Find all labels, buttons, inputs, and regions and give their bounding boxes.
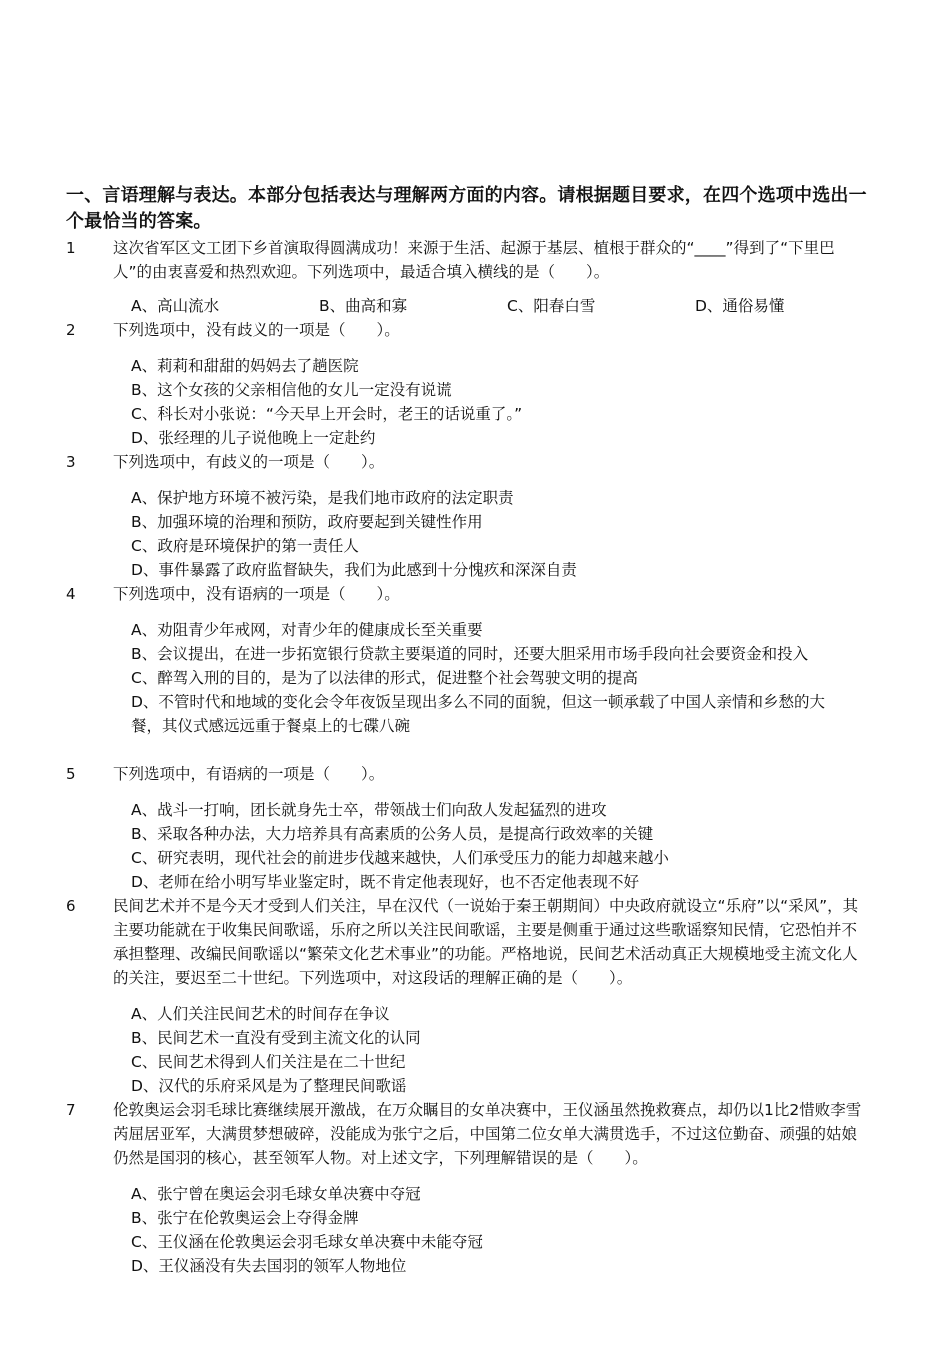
question-number: 5 [66, 765, 76, 783]
question-number: 6 [66, 897, 76, 915]
question-1-options [131, 294, 891, 318]
question-number: 7 [66, 1101, 76, 1119]
option-b: B、采取各种办法，大力培养具有高素质的公务人员，是提高行政效率的关键 [131, 825, 654, 843]
option-b: B、曲高和寡 [319, 297, 408, 315]
option-a: A、劝阻青少年戒网，对青少年的健康成长至关重要 [131, 621, 483, 639]
section-heading: 一、言语理解与表达。本部分包括表达与理解两方面的内容。请根据题目要求，在四个选项中选出一个最恰当的答案。 [66, 185, 867, 232]
question-3-options [131, 486, 851, 582]
option-a: A、保护地方环境不被污染，是我们地市政府的法定职责 [131, 489, 514, 507]
question-2-options [131, 354, 851, 450]
question-number: 1 [66, 239, 76, 257]
option-c: C、民间艺术得到人们关注是在二十世纪 [131, 1053, 406, 1071]
option-d: D、事件暴露了政府监督缺失，我们为此感到十分愧疚和深深自责 [131, 561, 577, 579]
question-text: 下列选项中，有语病的一项是（ ）。 [113, 765, 385, 783]
option-d: D、张经理的儿子说他晚上一定赴约 [131, 429, 376, 447]
question-text: 下列选项中，有歧义的一项是（ ）。 [113, 453, 385, 471]
question-4-options [131, 618, 833, 738]
question-text: 这次省军区文工团下乡首演取得圆满成功！来源于生活、起源于基层、植根于群众的“____”得到了“下里巴人”的由衷喜爱和热烈欢迎。下列选项中，最适合填入横线的是（ ）。 [113, 239, 835, 281]
option-d: D、王仪涵没有失去国羽的领军人物地位 [131, 1257, 407, 1275]
option-a: A、莉莉和甜甜的妈妈去了趟医院 [131, 357, 359, 375]
option-c: C、科长对小张说：“今天早上开会时，老王的话说重了。” [131, 405, 523, 423]
option-b: B、民间艺术一直没有受到主流文化的认同 [131, 1029, 421, 1047]
option-a: A、张宁曾在奥运会羽毛球女单决赛中夺冠 [131, 1185, 421, 1203]
question-number: 2 [66, 321, 76, 339]
question-text: 下列选项中，没有歧义的一项是（ ）。 [113, 321, 400, 339]
option-d: D、通俗易懂 [695, 297, 785, 315]
option-a: A、人们关注民间艺术的时间存在争议 [131, 1005, 390, 1023]
question-number: 4 [66, 585, 76, 603]
option-a: A、高山流水 [131, 297, 220, 315]
option-b: B、张宁在伦敦奥运会上夺得金牌 [131, 1209, 359, 1227]
question-7-options [131, 1182, 851, 1278]
option-b: B、加强环境的治理和预防，政府要起到关键性作用 [131, 513, 483, 531]
question-text: 伦敦奥运会羽毛球比赛继续展开激战，在万众瞩目的女单决赛中，王仪涵虽然挽救赛点，却仍以1比2惜败李雪芮屈居亚军，大满贯梦想破碎，没能成为张宁之后，中国第二位女单大满贯选手，不过这位勤奋、顽强的姑娘仍然是国羽的核心，甚至领军人物。对上述文字，下列理解错误的是（ ）。 [113, 1101, 862, 1167]
question-text: 下列选项中，没有语病的一项是（ ）。 [113, 585, 400, 603]
option-d: D、不管时代和地域的变化会令年夜饭呈现出多么不同的面貌，但这一顿承载了中国人亲情和乡愁的大餐，其仪式感远远重于餐桌上的七碟八碗 [131, 693, 825, 735]
option-c: C、研究表明，现代社会的前进步伐越来越快，人们承受压力的能力却越来越小 [131, 849, 669, 867]
option-b: B、会议提出，在进一步拓宽银行贷款主要渠道的同时，还要大胆采用市场手段向社会要资金和投入 [131, 645, 809, 663]
question-text: 民间艺术并不是今天才受到人们关注，早在汉代（一说始于秦王朝期间）中央政府就设立“乐府”以“采风”，其主要功能就在于收集民间歌谣，乐府之所以关注民间歌谣，主要是侧重于通过这些歌谣察知民情，它恐怕并不承担整理、改编民间歌谣以“繁荣文化艺术事业”的功能。严格地说，民间艺术活动真正大规模地受主流文化人的关注，要迟至二十世纪。下列选项中，对这段话的理解正确的是（ ）。 [113, 897, 859, 987]
option-c: C、阳春白雪 [507, 297, 596, 315]
question-6-options [131, 1002, 851, 1098]
option-b: B、这个女孩的父亲相信他的女儿一定没有说谎 [131, 381, 452, 399]
option-c: C、王仪涵在伦敦奥运会羽毛球女单决赛中未能夺冠 [131, 1233, 483, 1251]
option-a: A、战斗一打响，团长就身先士卒，带领战士们向敌人发起猛烈的进攻 [131, 801, 607, 819]
option-c: C、政府是环境保护的第一责任人 [131, 537, 359, 555]
question-number: 3 [66, 453, 76, 471]
option-d: D、汉代的乐府采风是为了整理民间歌谣 [131, 1077, 407, 1095]
option-c: C、醉驾入刑的目的，是为了以法律的形式，促进整个社会驾驶文明的提高 [131, 669, 638, 687]
question-5-options [131, 798, 851, 894]
option-d: D、老师在给小明写毕业鉴定时，既不肯定他表现好，也不否定他表现不好 [131, 873, 639, 891]
